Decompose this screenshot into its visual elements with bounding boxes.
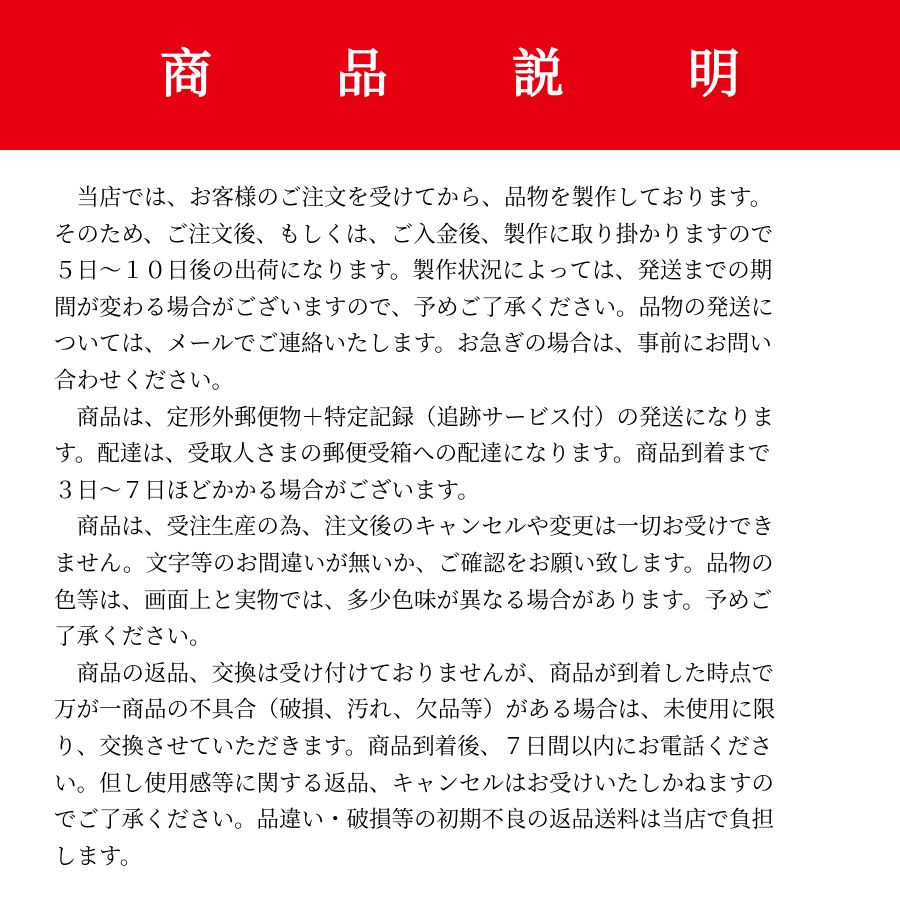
text-line: します。 — [54, 843, 143, 870]
text-line: そのため、ご注文後、もしくは、ご入金後、製作に取り掛かりますので — [54, 221, 774, 248]
text-line: でご了承ください。品違い・破損等の初期不良の返品送料は当店で負担 — [54, 807, 775, 834]
header-banner — [0, 0, 900, 150]
text-line: 商品は、受注生産の為、注文後のキャンセルや変更は一切お受けでき — [54, 514, 775, 541]
text-line: 色等は、画面上と実物では、多少色味が異なる場合があります。予めご — [54, 587, 773, 614]
text-line: い。但し使用感等に関する返品、キャンセルはお受けいたしかねますの — [54, 770, 775, 797]
text-line: 商品は、定形外郵便物＋特定記録（追跡サービス付）の発送になりま — [54, 404, 775, 431]
text-line: 商品の返品、交換は受け付けておりませんが、商品が到着した時点で — [54, 660, 775, 687]
text-line: 万が一商品の不具合（破損、汚れ、欠品等）がある場合は、未使用に限 — [54, 697, 776, 724]
text-line: ません。文字等のお間違いが無いか、ご確認をお願い致します。品物の — [54, 550, 774, 577]
text-line: 当店では、お客様のご注文を受けてから、品物を製作しております。 — [54, 185, 773, 211]
text-line: ついては、メールでご連絡いたします。お急ぎの場合は、事前にお問い — [54, 331, 772, 358]
text-line: す。配達は、受取人さまの郵便受箱への配達になります。商品到着まで — [54, 441, 771, 468]
text-line: 了承ください。 — [54, 624, 212, 651]
description-body — [54, 180, 854, 875]
text-line: ３日～７日ほどかかる場合がございます。 — [54, 477, 480, 504]
text-line: り、交換させていただきます。商品到着後、７日間以内にお電話くださ — [54, 733, 773, 760]
text-line: ５日～１０日後の出荷になります。製作状況によっては、発送までの期 — [54, 258, 773, 285]
page-title: 商 品 説 明 — [159, 45, 776, 105]
text-line: 間が変わる場合がございますので、予めご了承ください。品物の発送に — [54, 294, 774, 321]
text-line: 合わせください。 — [54, 367, 235, 394]
